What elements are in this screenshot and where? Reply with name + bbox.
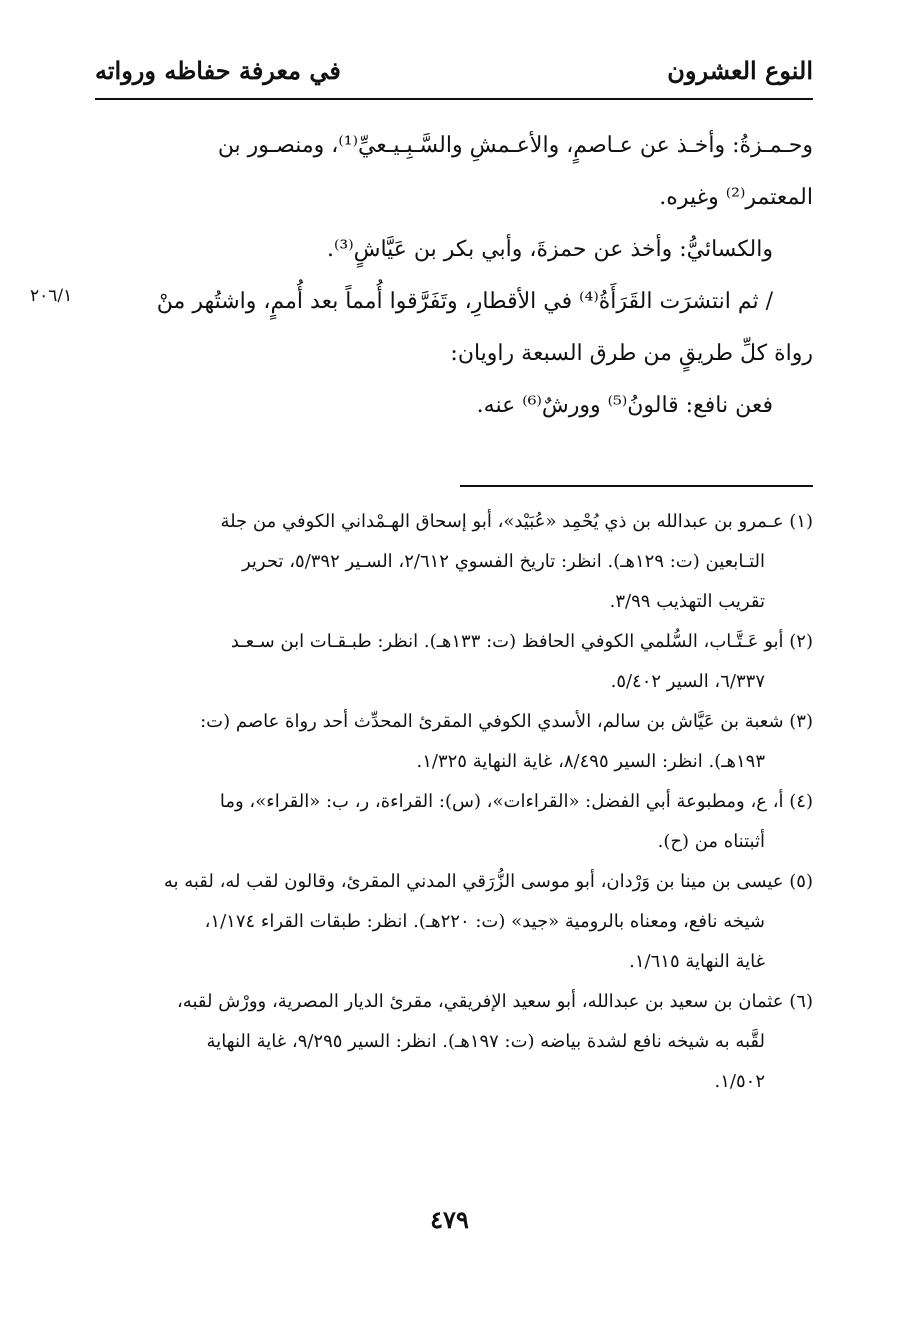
footnote-line: (١) عـمرو بن عبدالله بن ذي يُحْمِد «عُبَيْد»، أبو إسحاق الهـمْداني الكوفي من جلة	[220, 511, 813, 532]
header-divider	[95, 98, 813, 100]
running-header	[95, 50, 813, 94]
chapter-title: النوع العشرون	[667, 56, 813, 85]
footnote-divider	[460, 485, 813, 487]
footnote-line: ١/٥٠٢.	[714, 1071, 765, 1092]
footnote-6	[95, 982, 813, 1102]
footnote-4	[95, 782, 813, 862]
footnote-line: (٢) أبو عَـتَّـاب، السُّلمي الكوفي الحافظ (ت: ١٣٣هـ). انظر: طبـقـات ابن سـعـد	[230, 631, 813, 652]
footnotes-block	[95, 502, 813, 1102]
page-number: ٤٧٩	[430, 1205, 469, 1234]
main-text-line: فعن نافع: قالونُ⁽⁵⁾ وورشٌ⁽⁶⁾ عنه.	[476, 393, 773, 418]
main-text-line: وحـمـزةُ: وأخـذ عن عـاصمٍ، والأعـمشِ والسَّـبِـيـعيِّ⁽¹⁾، ومنصـور بن	[217, 133, 813, 158]
footnote-line: أثبتناه من (ح).	[657, 831, 765, 852]
footnote-line: (٥) عيسى بن مينا بن وَرْدان، أبو موسى الزُّرَقي المدني المقرئ، وقالون لقب له، لقبه به	[163, 871, 813, 892]
section-title: في معرفة حفاظه ورواته	[95, 56, 341, 85]
footnote-line: شيخه نافع، ومعناه بالرومية «جيد» (ت: ٢٢٠هـ). انظر: طبقات القراء ١/١٧٤،	[204, 911, 765, 932]
main-text-line: المعتمر⁽²⁾ وغيره.	[659, 185, 813, 210]
footnote-line: (٦) عثمان بن سعيد بن عبدالله، أبو سعيد الإفريقي، مقرئ الديار المصرية، وورْش لقبه،	[177, 991, 813, 1012]
footnote-line: غاية النهاية ١/٦١٥.	[629, 951, 765, 972]
main-text-line: / ثم انتشرَت القَرَأَةُ⁽⁴⁾ في الأقطارِ، وتَفَرَّقوا أُمماً بعد أُممٍ، واشتُهر منْ	[156, 289, 773, 314]
footnote-2	[95, 622, 813, 702]
main-text-line: رواة كلِّ طريقٍ من طرق السبعة راويان:	[450, 341, 813, 366]
footnote-line: (٤) أ، ع، ومطبوعة أبي الفضل: «القراءات»، (س): القراءة، ر، ب: «القراء»، وما	[219, 791, 813, 812]
margin-page-reference: ٢٠٦/١	[30, 286, 73, 306]
footnote-line: التـابعين (ت: ١٢٩هـ). انظر: تاريخ الفسوي ٢/٦١٢، السـير ٥/٣٩٢، تحرير	[241, 551, 765, 572]
footnote-line: ١٩٣هـ). انظر: السير ٨/٤٩٥، غاية النهاية ١/٣٢٥.	[416, 751, 765, 772]
main-text-line: والكسائيُّ: وأخذ عن حمزةَ، وأبي بكر بن عَيَّاشٍ⁽³⁾.	[326, 237, 773, 262]
main-text-block	[95, 120, 813, 432]
footnote-3	[95, 702, 813, 782]
footnote-5	[95, 862, 813, 982]
footnote-line: لقَّبه به شيخه نافع لشدة بياضه (ت: ١٩٧هـ). انظر: السير ٩/٢٩٥، غاية النهاية	[206, 1031, 765, 1052]
footnote-line: تقريب التهذيب ٣/٩٩.	[609, 591, 765, 612]
footnote-line: (٣) شعبة بن عَيَّاش بن سالم، الأسدي الكوفي المقرئ المحدِّث أحد رواة عاصم (ت:	[200, 711, 813, 732]
footnote-line: ٦/٣٣٧، السير ٥/٤٠٢.	[610, 671, 765, 692]
footnote-1	[95, 502, 813, 622]
